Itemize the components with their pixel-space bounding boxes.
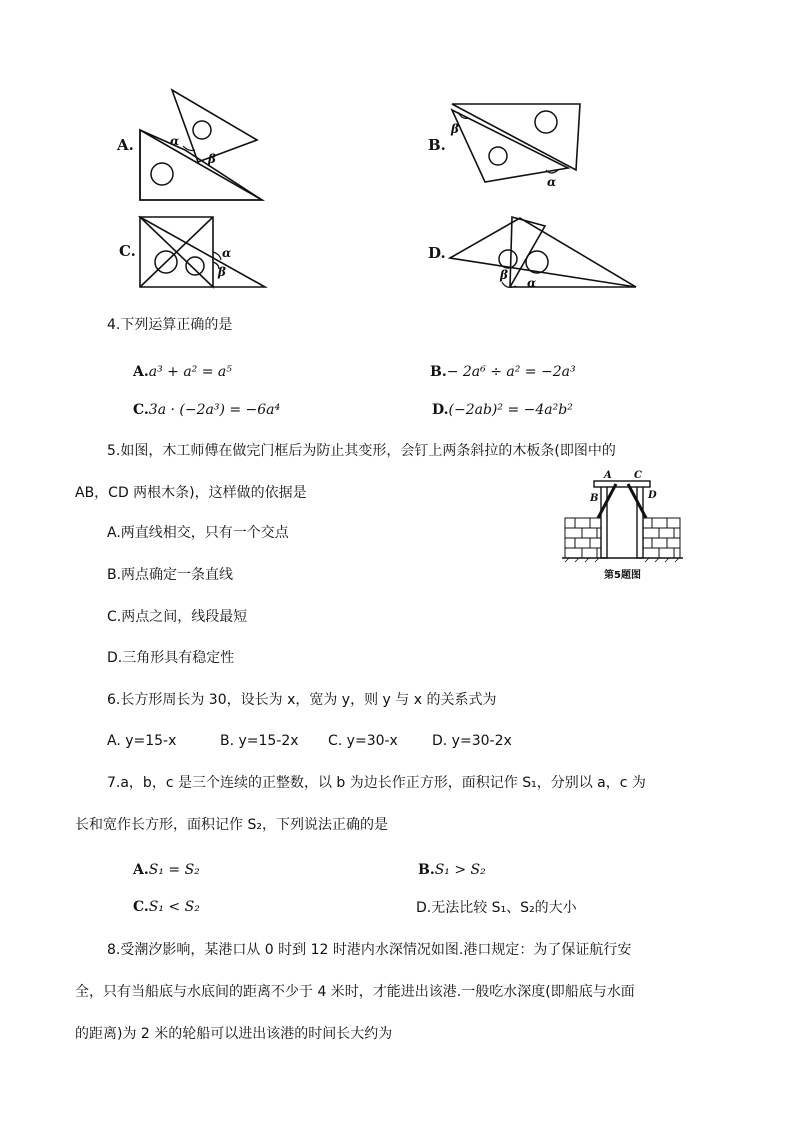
q8-stem-line2: 全，只有当船底与水底间的距离不少于 4 米时，才能进出该港.一般吃水深度(即船底与水面 [75, 984, 635, 1000]
q5-point-c: C [634, 470, 642, 481]
q6-option-a: A. y=15-x [107, 733, 177, 749]
q5-stem-line2: AB，CD 两根木条)，这样做的依据是 [75, 485, 307, 501]
q5-option-a: A.两直线相交，只有一个交点 [107, 525, 289, 541]
q7-option-a-prefix: A. [133, 862, 149, 878]
q8-stem-line1: 8.受潮汐影响，某港口从 0 时到 12 时港内水深情况如图.港口规定：为了保证航行安 [107, 942, 632, 958]
q5-option-b: B.两点确定一条直线 [107, 567, 234, 583]
angle-alpha-d: α [527, 276, 537, 290]
q7-option-d: D.无法比较 S₁、S₂的大小 [416, 900, 577, 916]
q4-option-b-prefix: B. [430, 364, 447, 380]
q7-stem-line2: 长和宽作长方形，面积记作 S₂，下列说法正确的是 [75, 817, 388, 833]
q5-point-d: D [648, 490, 657, 501]
q4-option-d-prefix: D. [432, 402, 449, 418]
option-label-d: D. [428, 244, 446, 262]
q6-option-b: B. y=15-2x [220, 733, 299, 749]
angle-beta-c: β [218, 265, 226, 279]
angle-alpha-b: α [547, 175, 557, 189]
q7-option-b-expr: S₁ > S₂ [434, 862, 486, 878]
door-frame-figure [560, 466, 685, 566]
q7-option-c-prefix: C. [133, 899, 149, 915]
q6-option-d: D. y=30-2x [432, 733, 512, 749]
q6-option-c: C. y=30-x [328, 733, 398, 749]
q5-option-d: D.三角形具有稳定性 [107, 650, 235, 666]
q4-stem: 4.下列运算正确的是 [107, 317, 233, 333]
q4-option-d-expr: (−2ab)² = −4a²b² [448, 402, 573, 418]
q5-point-a: A [604, 470, 612, 481]
q5-stem-line1: 5.如图，木工师傅在做完门框后为防止其变形，会钉上两条斜拉的木板条(即图中的 [107, 443, 616, 459]
q7-option-b-prefix: B. [418, 862, 435, 878]
q7-option-a [133, 862, 200, 878]
q8-stem-line3: 的距离)为 2 米的轮船可以进出该港的时间长大约为 [75, 1026, 393, 1042]
q4-option-c [133, 402, 280, 418]
angle-beta-a: β [208, 152, 216, 166]
q4-option-a [133, 364, 232, 380]
option-label-b: B. [428, 136, 446, 154]
q4-option-a-prefix: A. [133, 364, 149, 380]
q4-option-b-expr: − 2a⁶ ÷ a² = −2a³ [446, 364, 576, 380]
angle-alpha-c: α [222, 246, 232, 260]
option-label-a: A. [117, 136, 134, 154]
q5-figure-caption: 第5题图 [604, 570, 641, 581]
q4-option-b [430, 364, 576, 380]
q4-option-c-expr: 3a · (−2a³) = −6a⁴ [148, 402, 281, 418]
q7-option-b [418, 862, 486, 878]
angle-alpha-a: α [170, 134, 180, 148]
q4-option-a-expr: a³ + a² = a⁵ [148, 364, 232, 380]
q7-option-c [133, 899, 200, 915]
q7-option-c-expr: S₁ < S₂ [148, 899, 200, 915]
q4-option-c-prefix: C. [133, 402, 149, 418]
triangle-pair-d [0, 0, 794, 300]
q7-option-a-expr: S₁ = S₂ [148, 862, 200, 878]
q7-stem-line1: 7.a，b，c 是三个连续的正整数，以 b 为边长作正方形，面积记作 S₁，分别以 a，c 为 [107, 775, 646, 791]
q4-option-d [432, 402, 573, 418]
angle-beta-b: β [451, 122, 459, 136]
angle-beta-d: β [500, 268, 508, 282]
q5-option-c: C.两点之间，线段最短 [107, 609, 248, 625]
option-label-c: C. [119, 242, 136, 260]
q6-stem: 6.长方形周长为 30，设长为 x，宽为 y，则 y 与 x 的关系式为 [107, 692, 497, 708]
q5-point-b: B [590, 493, 599, 504]
